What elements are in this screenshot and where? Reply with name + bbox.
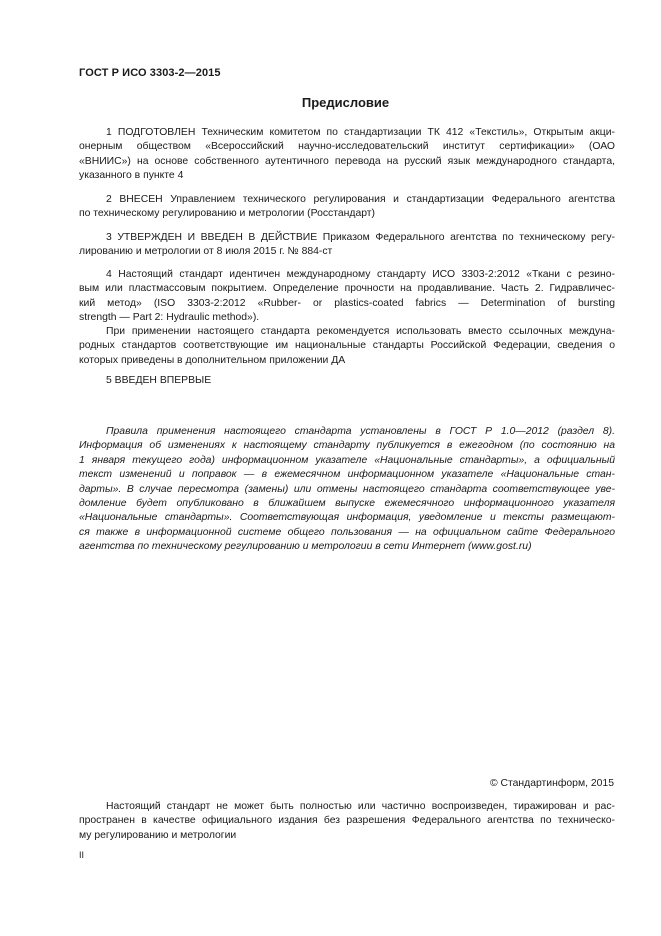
text-line: 1 ПОДГОТОВЛЕН Техническим комитетом по стандартизации ТК 412 «Текстиль», Открытым акци- bbox=[106, 127, 615, 138]
document-code: ГОСТ Р ИСО 3303-2—2015 bbox=[79, 67, 221, 79]
section-4-identical bbox=[79, 268, 615, 326]
text-line: 5 ВВЕДЕН ВПЕРВЫЕ bbox=[106, 375, 212, 386]
text-line: лированию и метрологии от 8 июля 2015 г. № 884-ст bbox=[79, 246, 333, 258]
text-line: вым или пластмассовым покрытием. Определение прочности на продавливание. Часть 2. Гидравличес- bbox=[79, 283, 615, 295]
text-line: Информация об изменениях к настоящему стандарту публикуется в ежегодном (по состоянию на bbox=[79, 440, 615, 452]
text-line: кий метод» (ISO 3303-2:2012 «Rubber- or plastics-coated fabrics — Determination of bursting bbox=[79, 297, 615, 309]
text-line: 2 ВНЕСЕН Управлением технического регулирования и стандартизации Федерального агентства bbox=[106, 194, 615, 205]
text-line: текст изменений и поправок — в ежемесячном информационном указателе «Национальные стан- bbox=[79, 469, 615, 481]
text-line: 1 января текущего года) информационном указателе «Национальные стандарты», а официальный bbox=[79, 454, 615, 466]
text-line: родных стандартов соответствующие им национальные стандарты Российской Федерации, сведения о bbox=[79, 340, 615, 352]
text-line: агентства по техническому регулированию и метрологии в сети Интернет (www.gost.ru) bbox=[79, 541, 532, 553]
text-line: 3 УТВЕРЖДЕН И ВВЕДЕН В ДЕЙСТВИЕ Приказом Федерального агентства по техническому регу- bbox=[106, 232, 615, 243]
text-line: ся также в информационной системе общего пользования — на официальном сайте Федерального bbox=[79, 526, 615, 538]
text-line: по техническому регулированию и метрологии (Росстандарт) bbox=[79, 208, 376, 220]
text-line: «ВНИИС») на основе собственного аутентичного перевода на русский язык международного стандарта, bbox=[79, 155, 615, 167]
text-line: дарты». В случае пересмотра (замены) или отмены настоящего стандарта соответствующее уве- bbox=[79, 483, 615, 495]
reproduction-notice bbox=[79, 800, 615, 843]
usage-rules-notice bbox=[79, 425, 615, 555]
text-line: пространен в качестве официального издания без разрешения Федерального агентства по техническо- bbox=[79, 815, 615, 827]
page-number: II bbox=[79, 850, 85, 860]
section-3-approved bbox=[79, 231, 615, 260]
text-line: Настоящий стандарт не может быть полностью или частично воспроизведен, тиражирован и рас- bbox=[106, 801, 615, 812]
text-line: При применении настоящего стандарта рекомендуется использовать вместо ссылочных междуна- bbox=[106, 326, 615, 337]
copyright: © Стандартинформ, 2015 bbox=[489, 778, 614, 789]
text-line: Правила применения настоящего стандарта установлены в ГОСТ Р 1.0—2012 (раздел 8). bbox=[106, 426, 615, 437]
text-line: 4 Настоящий стандарт идентичен международному стандарту ИСО 3303-2:2012 «Ткани с резино- bbox=[106, 269, 615, 280]
section-2-submitted bbox=[79, 193, 615, 222]
text-line: которых приведены в дополнительном приложении ДА bbox=[79, 354, 346, 366]
text-line: онерным обществом «Всероссийский научно-исследовательский институт сертификации» (ОАО bbox=[79, 141, 615, 153]
page-title: Предисловие bbox=[301, 95, 390, 110]
text-line: му регулированию и метрологии bbox=[79, 829, 237, 841]
section-4-note bbox=[79, 325, 615, 368]
section-5-first-introduced bbox=[79, 374, 615, 388]
text-line: strength — Part 2: Hydraulic method»). bbox=[79, 312, 260, 324]
text-line: указанного в пункте 4 bbox=[79, 170, 184, 182]
text-line: «Национальные стандарты». Соответствующая информация, уведомление и тексты размещают- bbox=[79, 512, 615, 524]
text-line: домление будет опубликовано в ближайшем выпуске ежемесячного информационного указателя bbox=[79, 498, 615, 510]
section-1-prepared bbox=[79, 126, 615, 184]
